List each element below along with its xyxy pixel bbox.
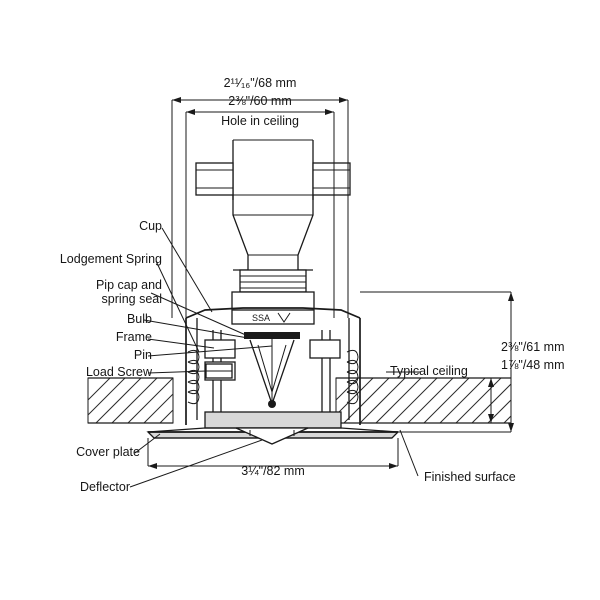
callout-frame: Frame bbox=[115, 330, 152, 344]
dimension-right-primary-label: 2⅜"/61 mm bbox=[501, 340, 565, 354]
dimension-top-outer-label: 2¹¹⁄₁₆"/68 mm bbox=[223, 76, 297, 90]
callout-finished-surface: Finished surface bbox=[424, 470, 516, 484]
dimension-right-secondary-label: 1⅞"/48 mm bbox=[501, 358, 565, 372]
callout-load-screw: Load Screw bbox=[85, 365, 152, 379]
glass-bulb-assembly bbox=[244, 332, 300, 408]
load-screw bbox=[206, 364, 232, 378]
callout-bulb: Bulb bbox=[126, 312, 152, 326]
callout-spring-seal: spring seal bbox=[101, 292, 162, 306]
callout-deflector: Deflector bbox=[79, 480, 130, 494]
callout-typical-ceiling: Typical ceiling bbox=[390, 364, 468, 378]
riser-pipe bbox=[196, 140, 350, 200]
callout-cup: Cup bbox=[139, 219, 162, 233]
svg-text:SSA: SSA bbox=[252, 313, 271, 323]
callout-pip-cap: Pip cap and bbox=[95, 278, 162, 292]
callout-lodgement-spring: Lodgement Spring bbox=[59, 252, 162, 266]
callout-pin: Pin bbox=[133, 348, 152, 362]
sprinkler-body bbox=[232, 195, 314, 310]
dimension-bottom-label: 3¼"/82 mm bbox=[241, 464, 305, 478]
dimension-top-inner-label: 2⅜"/60 mm bbox=[228, 94, 292, 108]
ceiling-slab-left bbox=[88, 378, 173, 423]
callout-cover-plate: Cover plate bbox=[76, 445, 140, 459]
hole-in-ceiling-label: Hole in ceiling bbox=[221, 114, 299, 128]
ceiling-slab-right bbox=[336, 378, 511, 423]
